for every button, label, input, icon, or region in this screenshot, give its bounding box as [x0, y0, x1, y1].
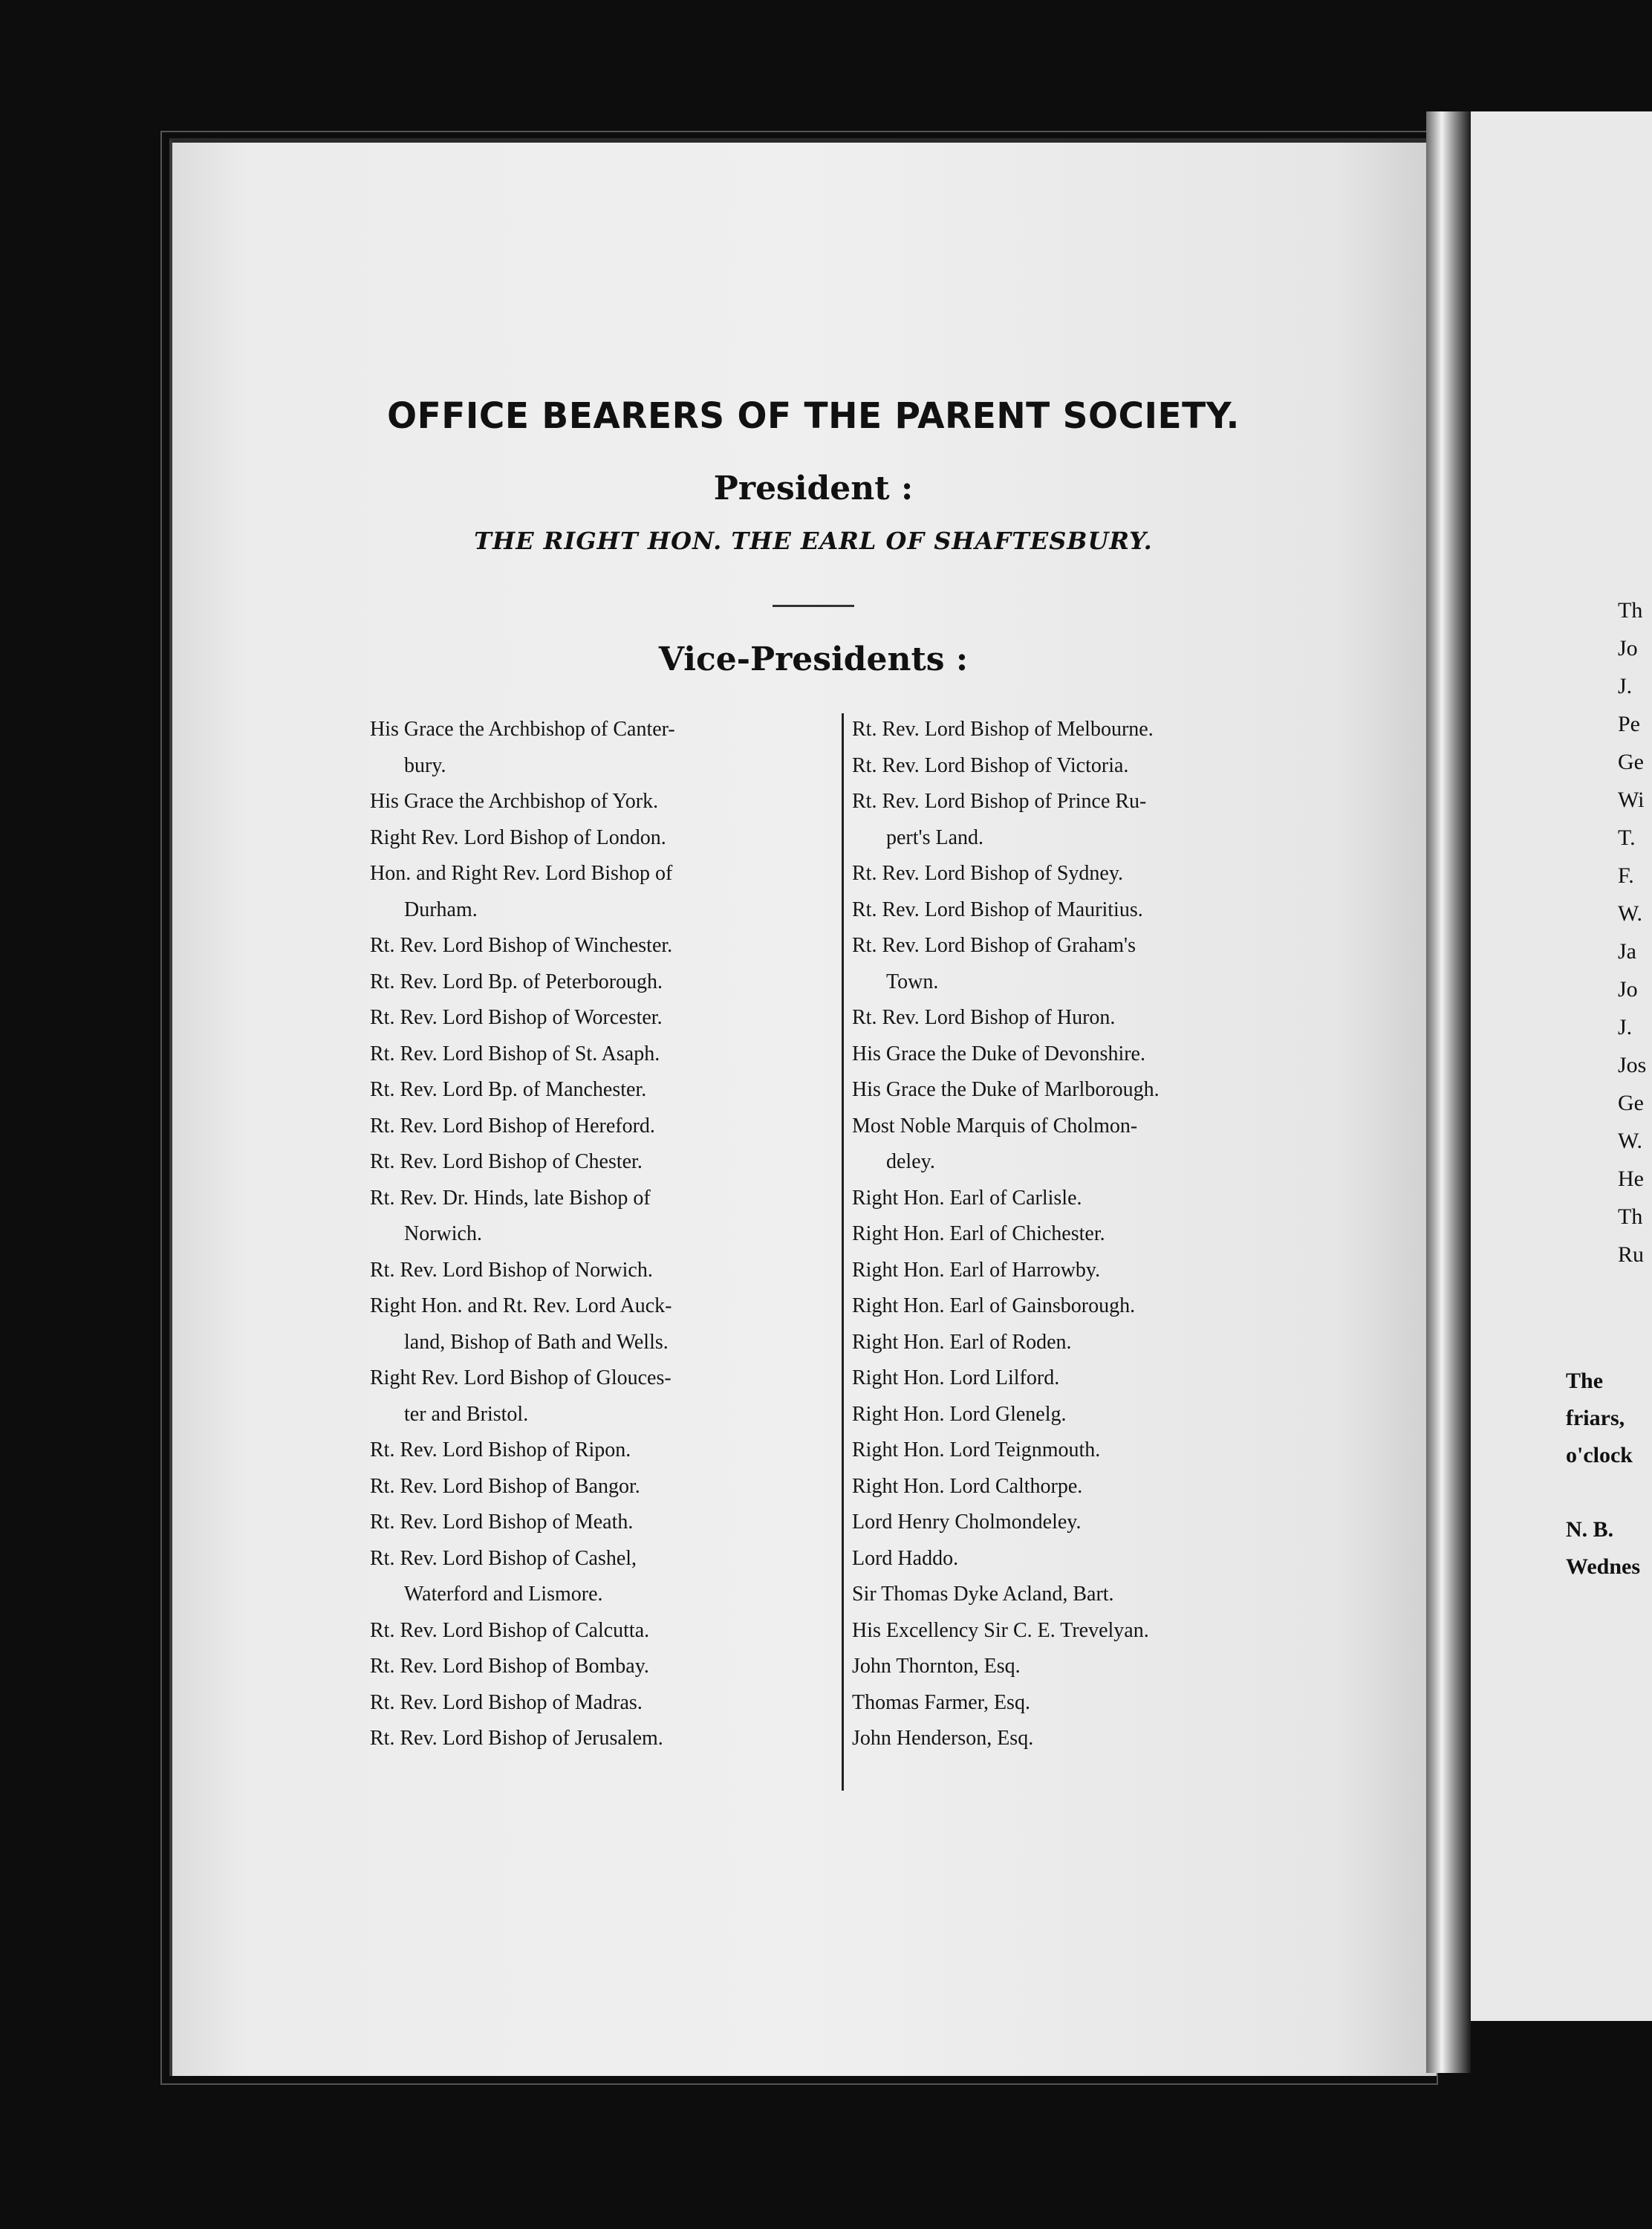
entry-line: Right Hon. and Rt. Rev. Lord Auck- — [370, 1294, 672, 1317]
entry-line: Rt. Rev. Lord Bishop of Chester. — [370, 1150, 643, 1173]
entry-line: Right Hon. Earl of Carlisle. — [852, 1186, 1082, 1210]
entry-continuation: Waterford and Lismore. — [404, 1583, 603, 1606]
vice-president-entry — [852, 1000, 1327, 1036]
entry-line: Rt. Rev. Lord Bishop of Mauritius. — [852, 898, 1143, 921]
vice-presidents-heading: Vice-Presidents : — [658, 640, 969, 678]
vice-president-entry — [852, 1109, 1327, 1181]
vice-president-entry — [852, 1505, 1327, 1541]
entry-line: John Thornton, Esq. — [852, 1655, 1021, 1678]
entry-line: Rt. Rev. Lord Bishop of Worcester. — [370, 1006, 663, 1029]
entry-line: Rt. Rev. Lord Bishop of Graham's — [852, 934, 1136, 957]
vice-president-entry — [370, 1360, 816, 1433]
entry-line: Rt. Rev. Lord Bishop of Hereford. — [370, 1114, 655, 1138]
vice-president-entry — [370, 1685, 816, 1722]
vice-presidents-right-column — [852, 712, 1327, 1757]
entry-line: His Grace the Duke of Devonshire. — [852, 1042, 1145, 1065]
vice-president-entry — [370, 1000, 816, 1036]
entry-line: Rt. Rev. Lord Bishop of Norwich. — [370, 1258, 653, 1282]
entry-line: Rt. Rev. Lord Bishop of Prince Ru- — [852, 790, 1147, 813]
vice-president-entry — [370, 1144, 816, 1181]
vice-president-entry — [852, 928, 1327, 1000]
vice-president-entry — [370, 964, 816, 1001]
vice-president-entry — [852, 1288, 1327, 1325]
entry-line: Rt. Rev. Lord Bishop of Calcutta. — [370, 1618, 650, 1642]
entry-line: Rt. Rev. Lord Bishop of Huron. — [852, 1006, 1116, 1029]
vice-president-entry — [852, 1216, 1327, 1253]
vice-president-entry — [852, 1072, 1327, 1109]
facing-page-edge-text: Th Jo J. Pe Ge Wi T. F. W. Ja Jo J. Jos Ge W. He Th Ru — [1618, 598, 1647, 1267]
entry-line: Lord Haddo. — [852, 1546, 959, 1570]
vice-president-entry — [852, 1685, 1327, 1722]
vice-president-entry — [370, 712, 816, 784]
vice-president-entry — [852, 1541, 1327, 1577]
entry-line: Sir Thomas Dyke Acland, Bart. — [852, 1583, 1114, 1606]
entry-line: Right Rev. Lord Bishop of Glouces- — [370, 1366, 671, 1389]
entry-line: Rt. Rev. Lord Bp. of Peterborough. — [370, 970, 663, 993]
entry-line: His Grace the Archbishop of York. — [370, 790, 659, 813]
vice-president-entry — [852, 712, 1327, 748]
president-name: THE RIGHT HON. THE EARL OF SHAFTESBURY. — [474, 527, 1153, 555]
vice-president-entry — [370, 820, 816, 857]
vice-president-entry — [852, 784, 1327, 856]
entry-line: Rt. Rev. Dr. Hinds, late Bishop of — [370, 1186, 651, 1210]
vice-president-entry — [852, 1613, 1327, 1649]
entry-line: Rt. Rev. Lord Bishop of Jerusalem. — [370, 1727, 663, 1750]
entry-continuation: Norwich. — [404, 1222, 482, 1245]
entry-line: Right Hon. Lord Teignmouth. — [852, 1438, 1101, 1461]
entry-line: Rt. Rev. Lord Bishop of Bangor. — [370, 1474, 640, 1498]
entry-line: Rt. Rev. Lord Bishop of Victoria. — [852, 753, 1129, 777]
entry-line: Rt. Rev. Lord Bishop of Cashel, — [370, 1546, 637, 1570]
entry-line: Right Hon. Earl of Chichester. — [852, 1222, 1105, 1245]
vice-president-entry — [852, 1721, 1327, 1757]
entry-line: Rt. Rev. Lord Bishop of Meath. — [370, 1511, 634, 1534]
vice-president-entry — [852, 1036, 1327, 1073]
vice-president-entry — [852, 1181, 1327, 1217]
president-heading: President : — [713, 470, 914, 507]
vice-president-entry — [370, 856, 816, 928]
entry-line: Rt. Rev. Lord Bishop of Madras. — [370, 1690, 643, 1714]
vice-president-entry — [370, 1649, 816, 1685]
vice-president-entry — [370, 1109, 816, 1145]
vice-president-entry — [370, 1288, 816, 1360]
vice-president-entry — [370, 1505, 816, 1541]
entry-line: Right Hon. Lord Calthorpe. — [852, 1474, 1083, 1498]
vice-president-entry — [852, 1649, 1327, 1685]
book-gutter — [1426, 111, 1471, 2073]
entry-continuation: bury. — [404, 753, 446, 777]
entry-line: Right Hon. Lord Glenelg. — [852, 1402, 1067, 1426]
entry-line: Rt. Rev. Lord Bp. of Manchester. — [370, 1078, 647, 1101]
vice-president-entry — [852, 1469, 1327, 1505]
vice-president-entry — [370, 1072, 816, 1109]
entry-line: Rt. Rev. Lord Bishop of Melbourne. — [852, 718, 1154, 741]
vice-president-entry — [852, 856, 1327, 892]
entry-line: His Grace the Duke of Marlborough. — [852, 1078, 1160, 1101]
entry-line: Most Noble Marquis of Cholmon- — [852, 1114, 1138, 1138]
entry-line: John Henderson, Esq. — [852, 1727, 1034, 1750]
entry-line: Right Rev. Lord Bishop of London. — [370, 825, 666, 849]
entry-line: His Excellency Sir C. E. Trevelyan. — [852, 1618, 1149, 1642]
entry-line: His Grace the Archbishop of Canter- — [370, 718, 675, 741]
entry-continuation: Durham. — [404, 898, 478, 921]
entry-continuation: deley. — [886, 1150, 935, 1173]
entry-continuation: Town. — [886, 970, 939, 993]
entry-continuation: ter and Bristol. — [404, 1402, 529, 1426]
vice-president-entry — [370, 1613, 816, 1649]
entry-continuation: pert's Land. — [886, 825, 984, 849]
vice-president-entry — [852, 1360, 1327, 1397]
vice-president-entry — [852, 1325, 1327, 1361]
vice-president-entry — [852, 1253, 1327, 1289]
entry-line: Right Hon. Earl of Roden. — [852, 1330, 1072, 1354]
vice-president-entry — [370, 784, 816, 820]
vice-president-entry — [370, 1721, 816, 1757]
facing-page-edge-text-lower: The friars, o'clock N. B. Wednes — [1566, 1369, 1641, 1579]
vice-president-entry — [370, 1433, 816, 1469]
entry-line: Rt. Rev. Lord Bishop of Winchester. — [370, 934, 673, 957]
entry-line: Right Hon. Lord Lilford. — [852, 1366, 1060, 1389]
entry-line: Rt. Rev. Lord Bishop of Bombay. — [370, 1655, 649, 1678]
vice-president-entry — [852, 892, 1327, 929]
vice-president-entry — [370, 1541, 816, 1613]
vice-president-entry — [370, 1181, 816, 1253]
vice-president-entry — [852, 1577, 1327, 1613]
vice-president-entry — [370, 1469, 816, 1505]
vice-president-entry — [370, 1036, 816, 1073]
entry-line: Right Hon. Earl of Gainsborough. — [852, 1294, 1136, 1317]
entry-continuation: land, Bishop of Bath and Wells. — [404, 1330, 669, 1354]
column-divider — [842, 713, 844, 1791]
entry-line: Rt. Rev. Lord Bishop of Ripon. — [370, 1438, 631, 1461]
vice-president-entry — [370, 1253, 816, 1289]
vice-presidents-left-column — [370, 712, 816, 1757]
entry-line: Rt. Rev. Lord Bishop of St. Asaph. — [370, 1042, 660, 1065]
vice-president-entry — [852, 1433, 1327, 1469]
entry-line: Hon. and Right Rev. Lord Bishop of — [370, 862, 673, 885]
section-rule — [773, 605, 854, 607]
page-title: OFFICE BEARERS OF THE PARENT SOCIETY. — [387, 395, 1240, 437]
entry-line: Lord Henry Cholmondeley. — [852, 1511, 1082, 1534]
vice-president-entry — [852, 748, 1327, 785]
vice-president-entry — [370, 928, 816, 964]
entry-line: Right Hon. Earl of Harrowby. — [852, 1258, 1101, 1282]
entry-line: Thomas Farmer, Esq. — [852, 1690, 1030, 1714]
vice-president-entry — [852, 1397, 1327, 1433]
entry-line: Rt. Rev. Lord Bishop of Sydney. — [852, 862, 1124, 885]
